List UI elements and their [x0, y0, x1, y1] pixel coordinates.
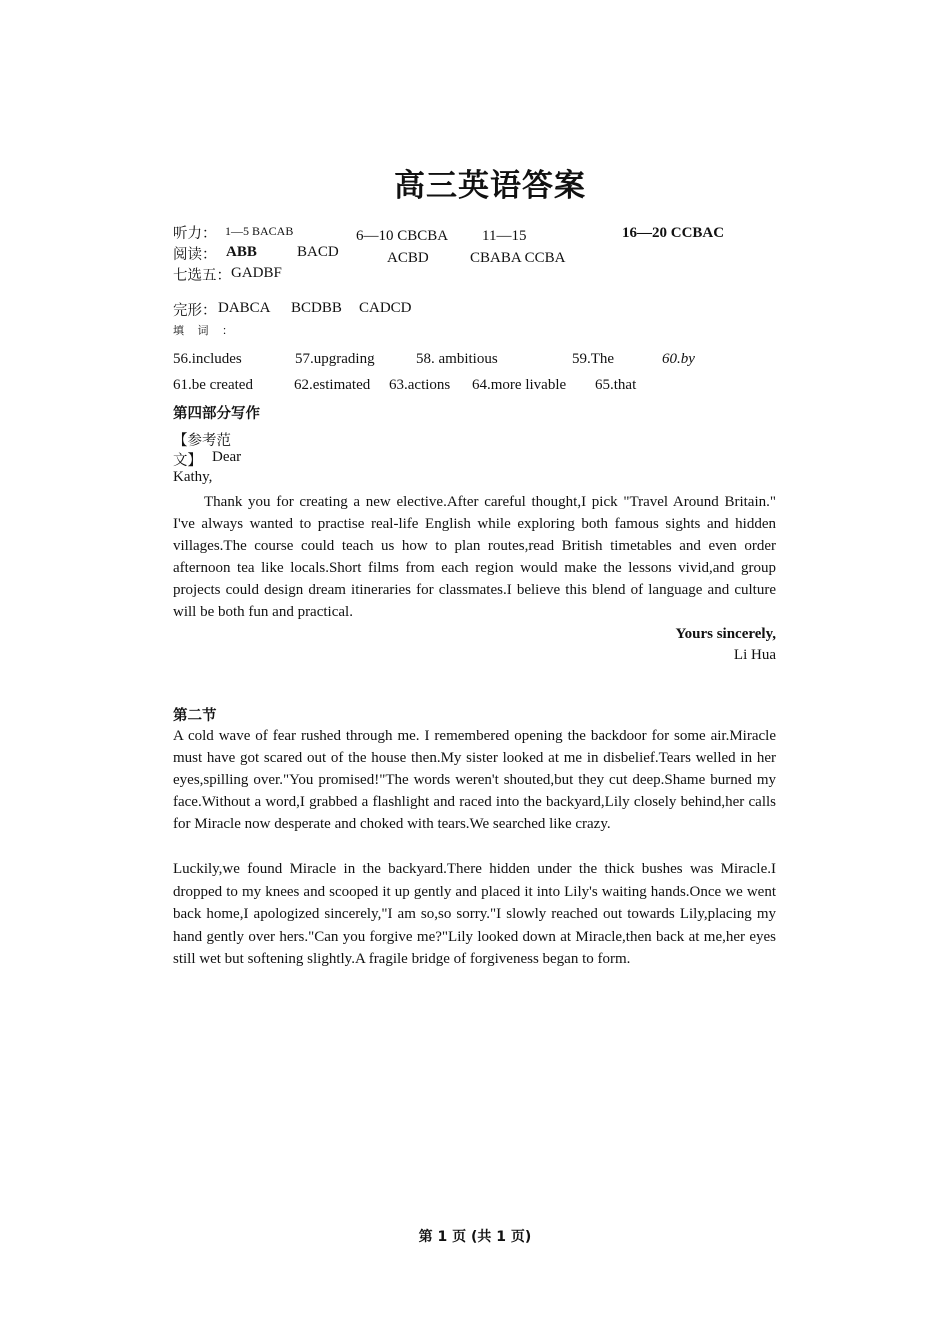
- fill-answer: 63.actions: [389, 377, 451, 393]
- sample-label-line1: 【参考范: [173, 433, 231, 449]
- letter-closing: Yours sincerely,: [675, 626, 776, 642]
- reading-group-c: ACBD: [387, 250, 429, 266]
- continuation-paragraph-2: Luckily,we found Miracle in the backyard.There hidden under the thick bushes was Miracle.I dropped to my knees and scooped it up gently and placed it into Lily's waiting hands.Once we went back home,I apologized sincerely,"I am so,so sorry."I slowly reached out towards Lily,placing my hand gently over hers."Can you forgive me?"Lily looked down at Miracle,then back at me,her eyes still wet but softening slightly.A fragile bridge of forgiveness began to form.: [173, 861, 776, 968]
- reading-group-a: ABB: [226, 244, 257, 260]
- letter-signature: Li Hua: [733, 647, 776, 663]
- cloze-label: 完形：: [173, 303, 217, 319]
- fill-answer: 62.estimated: [294, 377, 371, 393]
- letter-body: Thank you for creating a new elective.After careful thought,I pick "Travel Around Britain." I've always wanted to practise real-life English while exploring both famous sights and hidden villages.The course could teach us how to plan routes,read British timetables and even order afternoon tea like locals.Short films from each region would make the lessons vivid,and group projects could design dream itineraries for classmates.I believe this blend of language and culture will be both fun and practical.: [173, 494, 776, 620]
- cloze-group: CADCD: [359, 300, 412, 316]
- cloze-group: BCDBB: [291, 300, 342, 316]
- fill-answer: 60.by: [662, 351, 695, 367]
- page-title: 高三英语答案: [394, 168, 586, 204]
- fill-answer: 56.includes: [173, 351, 242, 367]
- listening-16-20: 16—20 CCBAC: [622, 225, 725, 241]
- fill-answer: 65.that: [595, 377, 637, 393]
- listening-1-5: 1—5 BACAB: [225, 224, 294, 238]
- letter-salutation: Dear: [212, 449, 242, 465]
- listening-11-15: 11—15: [482, 228, 527, 244]
- continuation-paragraph-1: A cold wave of fear rushed through me. I remembered opening the backdoor for some air.Miracle must have got scared out of the house then.My sister looked at me in disbelief.Tears welled in her eyes,spilling over."You promised!"The words weren't shouted,but they cut deep.Shame burned my face.Without a word,I grabbed a flashlight and raced into the backyard,Lily closely behind,her calls for Miracle now desperate and choked with tears.We searched like crazy.: [173, 728, 776, 832]
- fill-words-label: 填 词 ：: [173, 324, 238, 337]
- cloze-group: DABCA: [218, 300, 271, 316]
- letter-salutation-name: Kathy,: [173, 469, 213, 485]
- fill-answer: 61.be created: [173, 377, 253, 393]
- listening-label: 听力：: [173, 226, 217, 242]
- section2-heading: 第二节: [173, 708, 217, 724]
- listening-6-10: 6—10 CBCBA: [356, 228, 449, 244]
- page-footer: 第 1 页 (共 1 页): [418, 1229, 532, 1245]
- seven-choose-five-label: 七选五：: [173, 268, 231, 284]
- reading-label: 阅读：: [173, 247, 217, 263]
- fill-answer: 64.more livable: [472, 377, 567, 393]
- reading-group-d: CBABA CCBA: [470, 250, 566, 266]
- seven-choose-five-answers: GADBF: [231, 265, 282, 281]
- fill-answer: 58. ambitious: [416, 351, 498, 367]
- fill-answer: 57.upgrading: [295, 351, 375, 367]
- reading-group-b: BACD: [297, 244, 339, 260]
- writing-heading: 第四部分写作: [173, 406, 260, 422]
- sample-label-line2: 文】: [173, 453, 202, 469]
- fill-answer: 59.The: [572, 351, 615, 367]
